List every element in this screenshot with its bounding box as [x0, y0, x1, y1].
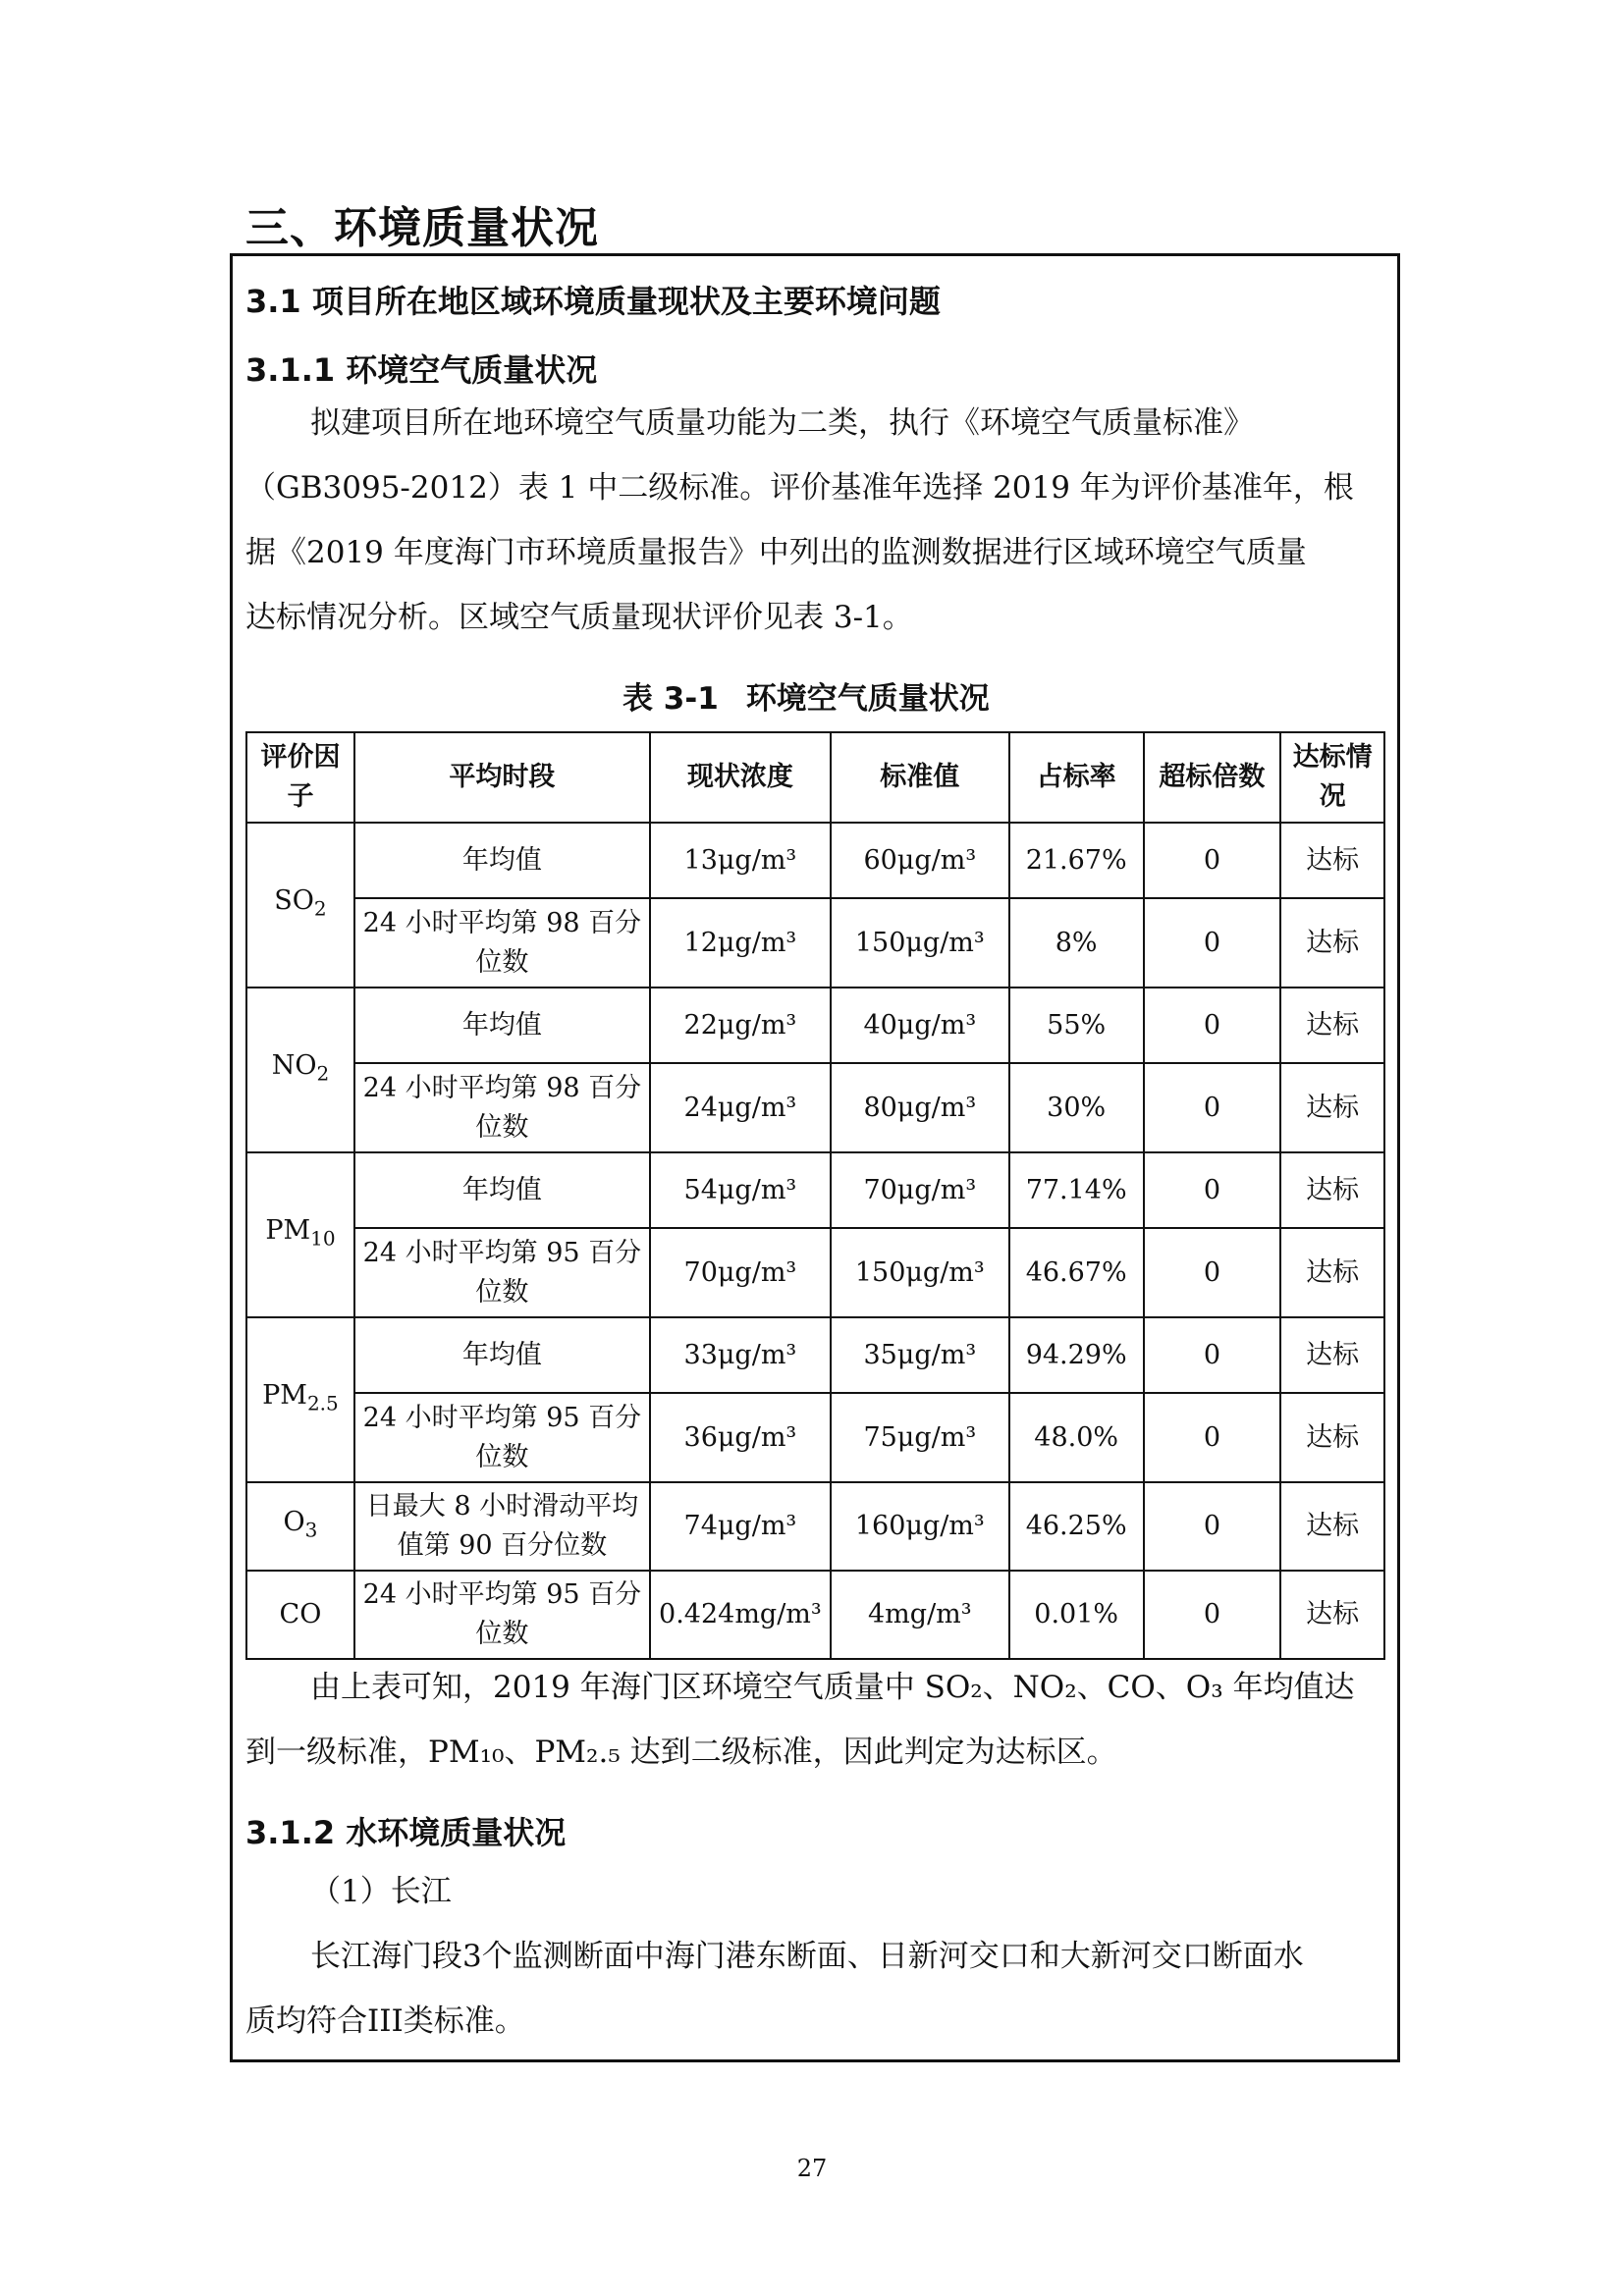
period-cell: 年均值 [354, 1317, 650, 1393]
status-cell: 达标 [1280, 1393, 1384, 1482]
column-header: 评价因子 [246, 732, 354, 823]
period-cell: 年均值 [354, 1152, 650, 1228]
concentration-cell: 70μg/m³ [650, 1228, 831, 1317]
status-cell: 达标 [1280, 1063, 1384, 1152]
table-row [246, 1152, 1384, 1228]
standard-cell: 150μg/m³ [831, 898, 1009, 988]
concentration-cell: 54μg/m³ [650, 1152, 831, 1228]
intro-line: 达标情况分析。区域空气质量现状评价见表 3-1。 [245, 600, 913, 635]
concentration-cell: 0.424mg/m³ [650, 1571, 831, 1659]
exceed-cell: 0 [1144, 898, 1281, 988]
ratio-cell: 77.14% [1009, 1152, 1144, 1228]
table-row [246, 898, 1384, 988]
table-row [246, 1571, 1384, 1659]
conclusion-line: 到一级标准，PM₁₀、PM₂.₅ 达到二级标准，因此判定为达标区。 [245, 1735, 1117, 1770]
period-cell: 24 小时平均第 95 百分位数 [354, 1228, 650, 1317]
status-cell: 达标 [1280, 1228, 1384, 1317]
period-cell: 24 小时平均第 98 百分位数 [354, 898, 650, 988]
subsection-air-title: 3.1.1 环境空气质量状况 [245, 351, 598, 389]
period-cell: 日最大 8 小时滑动平均值第 90 百分位数 [354, 1482, 650, 1571]
column-header: 标准值 [831, 732, 1009, 823]
conclusion-line: 由上表可知，2019 年海门区环境空气质量中 SO₂、NO₂、CO、O₃ 年均值达 [310, 1670, 1355, 1705]
river-heading: （1）长江 [310, 1874, 452, 1909]
table-row [246, 988, 1384, 1063]
section-title: 3.1 项目所在地区域环境质量现状及主要环境问题 [245, 283, 941, 320]
river-line: 长江海门段3个监测断面中海门港东断面、日新河交口和大新河交口断面水 [310, 1939, 1304, 1974]
ratio-cell: 48.0% [1009, 1393, 1144, 1482]
ratio-cell: 46.25% [1009, 1482, 1144, 1571]
intro-line: 拟建项目所在地环境空气质量功能为二类，执行《环境空气质量标准》 [310, 405, 1254, 441]
column-header: 达标情况 [1280, 732, 1384, 823]
table-number: 表 3-1 [623, 681, 719, 717]
standard-cell: 60μg/m³ [831, 823, 1009, 898]
concentration-cell: 13μg/m³ [650, 823, 831, 898]
period-cell: 24 小时平均第 98 百分位数 [354, 1063, 650, 1152]
status-cell: 达标 [1280, 898, 1384, 988]
exceed-cell: 0 [1144, 1152, 1281, 1228]
river-heading-paragraph [245, 1859, 1386, 1924]
concentration-cell: 24μg/m³ [650, 1063, 831, 1152]
ratio-cell: 30% [1009, 1063, 1144, 1152]
table-row [246, 1228, 1384, 1317]
chapter-title: 三、环境质量状况 [245, 203, 599, 253]
exceed-cell: 0 [1144, 1063, 1281, 1152]
column-header: 现状浓度 [650, 732, 831, 823]
exceed-cell: 0 [1144, 988, 1281, 1063]
intro-line: （GB3095-2012）表 1 中二级标准。评价基准年选择 2019 年为评价基准年，根 [245, 470, 1354, 506]
ratio-cell: 55% [1009, 988, 1144, 1063]
table-header-row [246, 732, 1384, 823]
status-cell: 达标 [1280, 988, 1384, 1063]
air-quality-table [245, 731, 1385, 1660]
standard-cell: 70μg/m³ [831, 1152, 1009, 1228]
status-cell: 达标 [1280, 1571, 1384, 1659]
pollutant-cell: $SO_2$ [246, 823, 354, 988]
river-line: 质均符合III类标准。 [245, 2003, 525, 2039]
table-title: 环境空气质量状况 [745, 681, 990, 717]
ratio-cell: 21.67% [1009, 823, 1144, 898]
table-row [246, 1393, 1384, 1482]
period-cell: 年均值 [354, 823, 650, 898]
standard-cell: 4mg/m³ [831, 1571, 1009, 1659]
ratio-cell: 94.29% [1009, 1317, 1144, 1393]
standard-cell: 40μg/m³ [831, 988, 1009, 1063]
table-row [246, 1317, 1384, 1393]
period-cell: 24 小时平均第 95 百分位数 [354, 1571, 650, 1659]
column-header: 占标率 [1009, 732, 1144, 823]
pollutant-cell: $PM_{2.5}$ [246, 1317, 354, 1482]
table-row [246, 1063, 1384, 1152]
exceed-cell: 0 [1144, 1482, 1281, 1571]
standard-cell: 80μg/m³ [831, 1063, 1009, 1152]
pollutant-cell: $PM_{10}$ [246, 1152, 354, 1317]
standard-cell: 75μg/m³ [831, 1393, 1009, 1482]
river-paragraph [245, 1924, 1386, 2054]
intro-paragraph [245, 391, 1386, 650]
standard-cell: 150μg/m³ [831, 1228, 1009, 1317]
table-row [246, 823, 1384, 898]
status-cell: 达标 [1280, 1482, 1384, 1571]
subsection-water-title: 3.1.2 水环境质量状况 [245, 1814, 567, 1851]
conclusion-paragraph [245, 1655, 1386, 1785]
table-row [246, 1482, 1384, 1571]
standard-cell: 35μg/m³ [831, 1317, 1009, 1393]
pollutant-cell: $NO_2$ [246, 988, 354, 1152]
column-header: 超标倍数 [1144, 732, 1281, 823]
concentration-cell: 12μg/m³ [650, 898, 831, 988]
page-number: 27 [796, 2155, 828, 2182]
concentration-cell: 33μg/m³ [650, 1317, 831, 1393]
column-header: 平均时段 [354, 732, 650, 823]
period-cell: 年均值 [354, 988, 650, 1063]
exceed-cell: 0 [1144, 1393, 1281, 1482]
exceed-cell: 0 [1144, 823, 1281, 898]
concentration-cell: 22μg/m³ [650, 988, 831, 1063]
pollutant-cell: CO [246, 1571, 354, 1659]
exceed-cell: 0 [1144, 1228, 1281, 1317]
concentration-cell: 74μg/m³ [650, 1482, 831, 1571]
standard-cell: 160μg/m³ [831, 1482, 1009, 1571]
ratio-cell: 0.01% [1009, 1571, 1144, 1659]
period-cell: 24 小时平均第 95 百分位数 [354, 1393, 650, 1482]
ratio-cell: 46.67% [1009, 1228, 1144, 1317]
exceed-cell: 0 [1144, 1317, 1281, 1393]
intro-line: 据《2019 年度海门市环境质量报告》中列出的监测数据进行区域环境空气质量 [245, 535, 1307, 570]
pollutant-cell: $O_3$ [246, 1482, 354, 1571]
status-cell: 达标 [1280, 823, 1384, 898]
table-caption [623, 673, 990, 718]
status-cell: 达标 [1280, 1317, 1384, 1393]
exceed-cell: 0 [1144, 1571, 1281, 1659]
concentration-cell: 36μg/m³ [650, 1393, 831, 1482]
ratio-cell: 8% [1009, 898, 1144, 988]
status-cell: 达标 [1280, 1152, 1384, 1228]
